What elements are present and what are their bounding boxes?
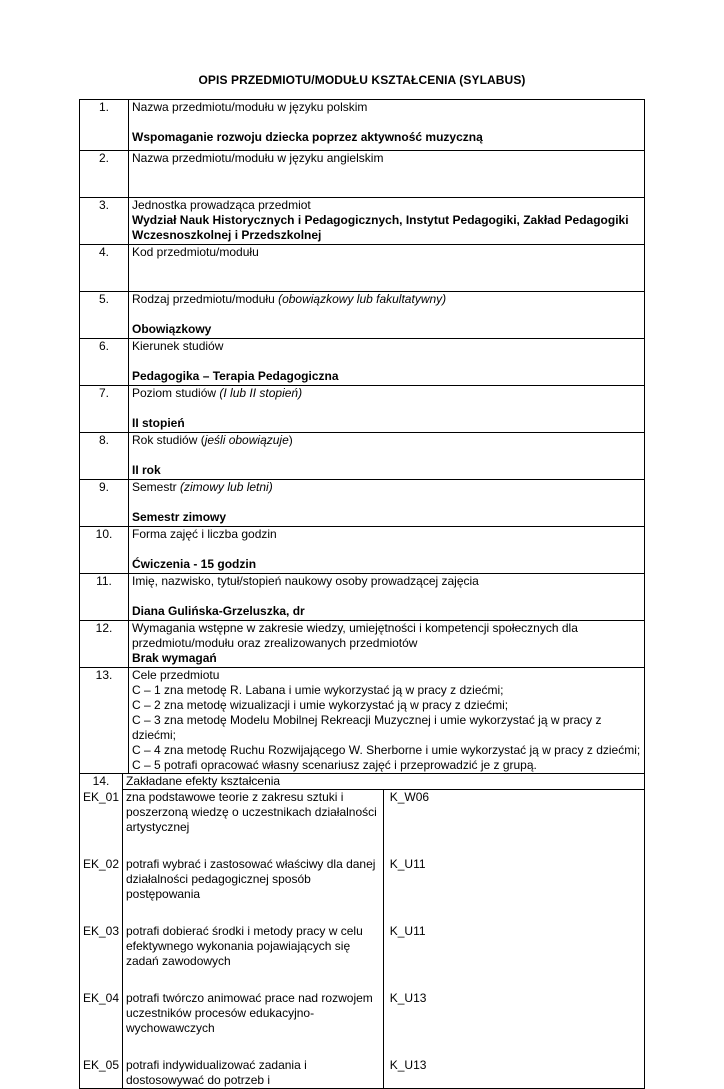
row-number: 13. [80,668,129,774]
row-value: II stopień [132,416,185,430]
goal-item: C – 5 potrafi opracować własny scenariusz zajęć i przeprowadzić je z grupą. [132,758,537,772]
row-value: Ćwiczenia - 15 godzin [132,557,257,571]
effect-code: EK_05 [82,1058,120,1072]
row-label: Forma zajęć i liczba godzin [132,527,277,541]
effects-label: Zakładane efekty kształcenia [123,774,645,790]
effect-code: EK_02 [82,857,120,871]
row-label: Kierunek studiów [132,339,224,353]
row-value: Semestr zimowy [132,510,227,524]
row-label: Rodzaj przedmiotu/modułu (obowiązkowy lub fakultatywny) [132,292,447,306]
table-row [80,621,645,668]
effect-reference: K_U11 [383,857,644,902]
row-content [129,151,645,198]
effect-code: EK_01 [82,789,120,804]
row-label: Poziom studiów (I lub II stopień) [132,386,303,400]
row-content [129,480,645,527]
table-row [80,574,645,621]
effect-code: EK_04 [82,991,120,1005]
row-number: 11. [80,574,129,621]
row-content [129,527,645,574]
row-content [129,198,645,245]
goal-item: C – 1 zna metodę R. Labana i umie wykorzystać ją w pracy z dziećmi; [132,683,504,697]
effect-description: potrafi indywidualizować zadania i dostosowywać do potrzeb i [123,1058,384,1088]
row-value: Obowiązkowy [132,322,212,336]
table-row [80,480,645,527]
row-number: 2. [80,151,129,198]
row-label: Nazwa przedmiotu/modułu w języku angielskim [132,151,384,165]
table-row [80,245,645,292]
effects-cell [80,774,645,1089]
effect-row [80,790,644,836]
row-label: Kod przedmiotu/modułu [132,245,259,259]
row-label: Rok studiów (jeśli obowiązuje) [132,433,293,447]
row-value: Wydział Nauk Historycznych i Pedagogicznych, Instytut Pedagogiki, Zakład Pedagogiki Wczesnoszkolnej i Przedszkolnej [132,213,629,242]
row-value: Wspomaganie rozwoju dziecka poprzez aktywność muzyczną [132,130,483,144]
row-label: Jednostka prowadząca przedmiot [132,198,311,212]
effect-description: zna podstawowe teorie z zakresu sztuki i poszerzoną wiedzę o uczestnikach działalności artystycznej [123,790,384,836]
effect-description: potrafi wybrać i zastosować właściwy dla danej działalności pedagogicznej sposób postępowania [123,857,384,902]
row-label: Semestr (zimowy lub letni) [132,480,273,494]
table-row [80,774,645,1089]
effect-code: EK_03 [82,924,120,938]
row-content [129,668,645,774]
row-content [129,245,645,292]
row-content [129,433,645,480]
row-number: 9. [80,480,129,527]
table-row [80,339,645,386]
row-label: Wymagania wstępne w zakresie wiedzy, umiejętności i kompetencji społecznych dla przedmiotu/modułu oraz zrealizowanych przedmiotów [132,621,578,650]
row-label: Cele przedmiotu [132,668,220,682]
row-number: 12. [80,621,129,668]
goal-item: C – 4 zna metodę Ruchu Rozwijającego W. Sherborne i umie wykorzystać ją w pracy z dziećmi; [132,743,641,757]
document-title: OPIS PRZEDMIOTU/MODUŁU KSZTAŁCENIA (SYLABUS) [198,73,526,87]
row-label: Nazwa przedmiotu/modułu w języku polskim [132,100,368,114]
row-number: 5. [80,292,129,339]
row-value: Diana Gulińska-Grzeluszka, dr [132,604,305,618]
row-value: Brak wymagań [132,651,217,665]
table-row [80,433,645,480]
table-row [80,386,645,433]
row-content [129,292,645,339]
row-content [129,339,645,386]
row-number: 6. [80,339,129,386]
row-number: 3. [80,198,129,245]
goal-item: C – 2 zna metodę wizualizacji i umie wykorzystać ją w pracy z dziećmi; [132,698,509,712]
table-row [80,292,645,339]
effect-reference: K_U11 [383,924,644,969]
row-number: 10. [80,527,129,574]
effect-reference: K_W06 [383,790,644,836]
effect-description: potrafi twórczo animować prace nad rozwojem uczestników procesów edukacyjno-wychowawczych [123,991,384,1036]
row-number: 7. [80,386,129,433]
effects-table [80,774,644,1088]
row-content [129,621,645,668]
table-row [80,527,645,574]
row-value: Pedagogika – Terapia Pedagogiczna [132,369,339,383]
row-number: 1. [80,100,129,151]
effect-reference: K_U13 [383,991,644,1036]
row-number: 14. [92,774,110,788]
row-content [129,574,645,621]
goal-item: C – 3 zna metodę Modelu Mobilnej Rekreacji Muzycznej i umie wykorzystać ją w pracy z dziećmi; [132,713,602,742]
table-row [80,668,645,774]
effect-row [80,857,644,902]
row-number: 4. [80,245,129,292]
table-row [80,151,645,198]
effect-row [80,991,644,1036]
syllabus-table [79,99,645,1089]
effect-row [80,1058,644,1088]
effect-row [80,924,644,969]
table-row [80,100,645,151]
table-row [80,198,645,245]
effect-description: potrafi dobierać środki i metody pracy w celu efektywnego wykonania pojawiających się zadań zawodowych [123,924,384,969]
row-content [129,100,645,151]
row-label: Imię, nazwisko, tytuł/stopień naukowy osoby prowadzącej zajęcia [132,574,479,588]
row-value: II rok [132,463,161,477]
row-content [129,386,645,433]
row-number: 8. [80,433,129,480]
effect-reference: K_U13 [383,1058,644,1088]
